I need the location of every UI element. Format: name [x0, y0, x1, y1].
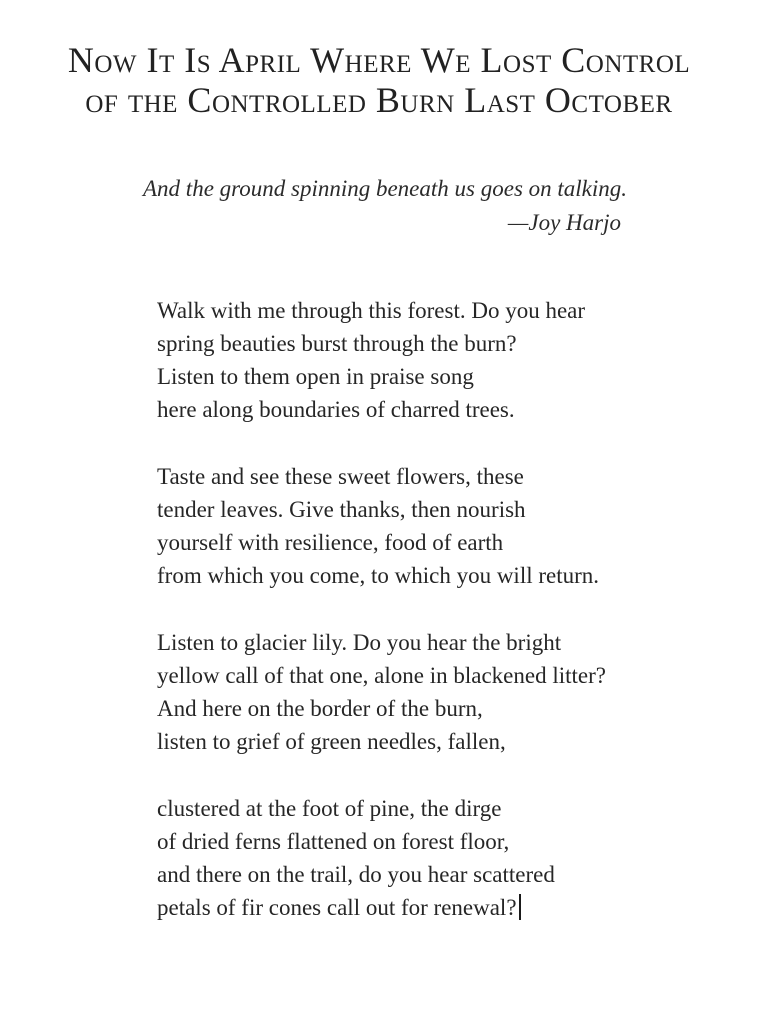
epigraph-quote: And the ground spinning beneath us goes on talking.: [143, 176, 628, 201]
poem-title: [0, 40, 758, 120]
poem-line: Walk with me through this forest. Do you hear: [157, 298, 586, 323]
stanza-4: [157, 792, 677, 924]
stanza-2: [157, 460, 677, 592]
poem-line: tender leaves. Give thanks, then nourish: [157, 497, 526, 522]
poem-line: from which you come, to which you will return.: [157, 563, 600, 588]
poem-line: [157, 891, 677, 924]
poem-line: Taste and see these sweet flowers, these: [157, 464, 524, 489]
poem-line-text: petals of fir cones call out for renewal?: [157, 895, 517, 920]
poem-line: of dried ferns flattened on forest floor,: [157, 829, 510, 854]
epigraph-attribution: —Joy Harjo: [507, 210, 621, 235]
poem-title-line-1: Now It Is April Where We Lost Control: [67, 40, 691, 80]
text-cursor: [519, 894, 521, 920]
poem-line: here along boundaries of charred trees.: [157, 397, 515, 422]
poem-line: listen to grief of green needles, fallen,: [157, 729, 506, 754]
poem-body[interactable]: [157, 294, 677, 958]
poem-line: yellow call of that one, alone in blackened litter?: [157, 663, 606, 688]
poem-line: And here on the border of the burn,: [157, 696, 483, 721]
poem-line: and there on the trail, do you hear scattered: [157, 862, 555, 887]
poem-line: yourself with resilience, food of earth: [157, 530, 504, 555]
poem-line: Listen to glacier lily. Do you hear the bright: [157, 630, 562, 655]
poem-title-line-2: of the Controlled Burn Last October: [85, 80, 673, 120]
poem-line: Listen to them open in praise song: [157, 364, 474, 389]
stanza-1: [157, 294, 677, 426]
poem-line: spring beauties burst through the burn?: [157, 331, 517, 356]
stanza-3: [157, 626, 677, 758]
poem-line: clustered at the foot of pine, the dirge: [157, 796, 502, 821]
epigraph: [143, 172, 628, 240]
